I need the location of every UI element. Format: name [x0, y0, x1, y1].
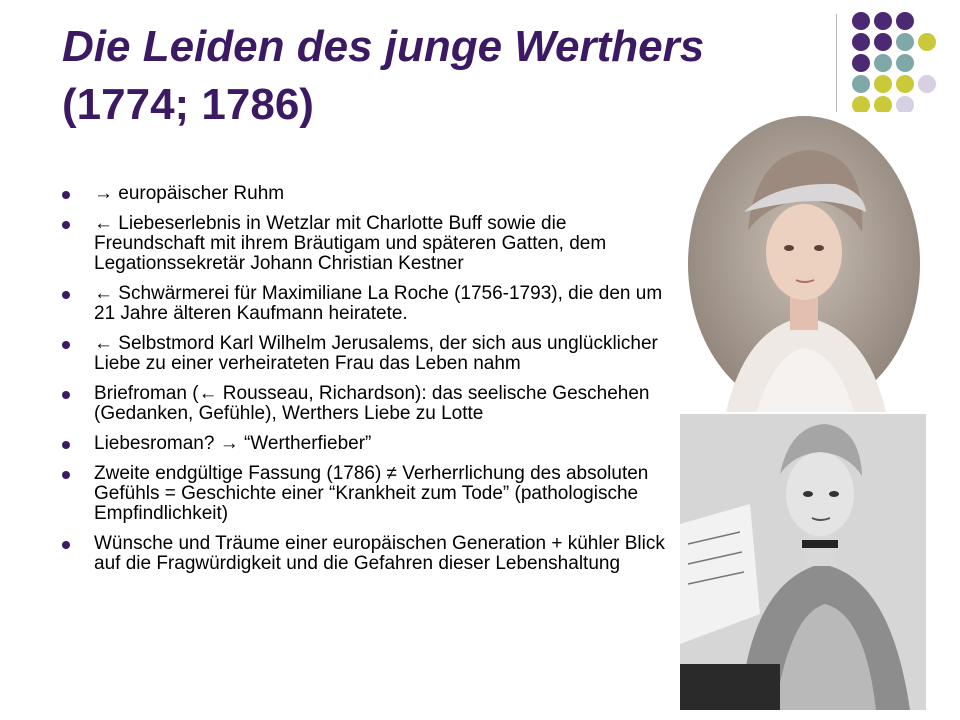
bullet-dot-icon: [62, 441, 70, 449]
decor-dot: [896, 75, 914, 93]
decor-dot: [896, 54, 914, 72]
title-line-2: (1774; 1786): [62, 80, 314, 129]
bullet-item: [62, 284, 672, 324]
bullet-text: Briefroman (← Rousseau, Richardson): das seelische Geschehen (Gedanken, Gefühle), Werthers Liebe zu Lotte: [94, 383, 650, 424]
bullet-dot-icon: [62, 191, 70, 199]
portrait-charlotte-buff: [686, 112, 926, 414]
bullet-dot-icon: [62, 221, 70, 229]
bullet-dot-icon: [62, 391, 70, 399]
bullet-item: [62, 464, 672, 524]
decor-dot: [874, 33, 892, 51]
bullet-item: [62, 384, 672, 424]
decor-dot: [896, 33, 914, 51]
decorative-dot-grid: [852, 12, 960, 117]
decor-dot: [874, 12, 892, 30]
decor-dot: [896, 12, 914, 30]
decor-dot: [852, 33, 870, 51]
decor-dot: [918, 33, 936, 51]
title-divider: [836, 14, 837, 114]
bullet-dot-icon: [62, 341, 70, 349]
bullet-text: Wünsche und Träume einer europäischen Generation + kühler Blick auf die Fragwürdigkeit und die Gefahren dieser Lebenshaltung: [94, 533, 665, 574]
decor-dot: [918, 75, 936, 93]
bullet-item: [62, 334, 672, 374]
title-line-1: Die Leiden des junge Werthers: [62, 22, 705, 71]
bullet-dot-icon: [62, 291, 70, 299]
decor-dot: [852, 75, 870, 93]
portrait-maximiliane-la-roche: [680, 414, 926, 710]
bullet-dot-icon: [62, 471, 70, 479]
bw-portrait-image: [680, 414, 926, 710]
bullet-list: [62, 184, 672, 584]
bullet-item: [62, 434, 672, 454]
bullet-text: → europäischer Ruhm: [94, 183, 285, 204]
bullet-text: ← Liebeserlebnis in Wetzlar mit Charlotte Buff sowie die Freundschaft mit ihrem Bräutigam und späteren Gatten, dem Legationssekretär Johann Christian Kestner: [94, 213, 607, 274]
bullet-item: [62, 214, 672, 274]
bullet-item: [62, 184, 672, 204]
oval-portrait-image: [686, 112, 926, 414]
bullet-text: Zweite endgültige Fassung (1786) ≠ Verherrlichung des absoluten Gefühls = Geschichte einer “Krankheit zum Tode” (pathologische Empfindlichkeit): [94, 463, 649, 524]
bullet-text: ← Schwärmerei für Maximiliane La Roche (1756-1793), die den um 21 Jahre älteren Kaufmann heiratete.: [94, 283, 663, 324]
bullet-item: [62, 534, 672, 574]
decor-dot: [874, 54, 892, 72]
decor-dot: [852, 54, 870, 72]
decor-dot: [852, 12, 870, 30]
bullet-dot-icon: [62, 541, 70, 549]
decor-dot: [874, 75, 892, 93]
bullet-text: ← Selbstmord Karl Wilhelm Jerusalems, der sich aus unglücklicher Liebe zu einer verheirateten Frau das Leben nahm: [94, 333, 658, 374]
bullet-text: Liebesroman? → “Wertherfieber”: [94, 433, 372, 454]
